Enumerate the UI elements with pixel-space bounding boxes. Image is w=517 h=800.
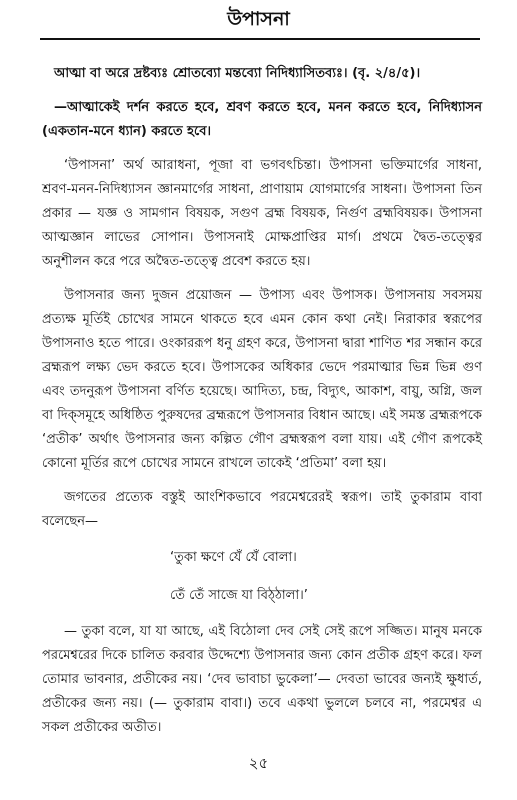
page-number: ২৫ bbox=[248, 754, 269, 772]
verse-line-1: ‘তুকা ক্ষণে যেঁ যেঁ বোলা। bbox=[170, 550, 297, 565]
title-underline bbox=[40, 38, 480, 40]
verse-line-2: তেঁ তেঁ সাজে যা বিঠ্‌ঠালা।’ bbox=[170, 588, 308, 603]
paragraph-4: — তুকা বলে, যা যা আছে, এই বিঠোলা দেব সেই সেই রূপে সজ্জিত। মানুষ মনকে পরমেশ্বরের দিকে চালিত করবার উদ্দেশ্যে উপাসনার জন্য কোন প্রতীক গ্রহণ করে। ফল তোমার ভাবনার, প্রতীকের নয়। ‘দেব ভাবাচা ভুকেলা’— দেবতা ভাবের জন্যই ক্ষুধার্ত, প্রতীকের জন্য নয়। (— তুকারাম বাবা।) তবে একথা ভুললে চলবে না, পরমেশ্বর এ সকল প্রতীকের অতীত। bbox=[42, 624, 482, 735]
paragraph-2: উপাসনার জন্য দুজন প্রয়োজন — উপাস্য এবং উপাসক। উপাসনায় সবসময় প্রত্যক্ষ মূর্তিই চোখের সামনে থাকতে হবে এমন কোন কথা নেই। নিরাকার স্বরূপের উপাসনাও হতে পারে। ওংকাররূপ ধনু গ্রহণ করে, উপাসনা দ্বারা শাণিত শর সন্ধান করে ব্রহ্মরূপ লক্ষ্য ভেদ করতে হবে। উপাসকের অধিকার ভেদে পরমাত্মার ভিন্ন ভিন্ন গুণ এবং তদনুরূপ উপাসনা বর্ণিত হয়েছে। আদিত্য, চন্দ্র, বিদ্যুৎ, আকাশ, বায়ু, অগ্নি, জল বা দিক্‌সমূহে অধিষ্ঠিত পুরুষদের ব্রহ্মরূপে উপাসনার বিধান আছে। এই সমস্ত ব্রহ্মরূপকে ‘প্রতীক’ অর্থাৎ উপাসনার জন্য কল্পিত গৌণ ব্রহ্মস্বরূপ বলা যায়। এই গৌণ রূপকেই কোনো মূর্তির রূপে চোখের সামনে রাখলে তাকেই ‘প্রতিমা’ বলা হয়। bbox=[42, 288, 482, 471]
paragraph-1: ‘উপাসনা’ অর্থ আরাধনা, পূজা বা ভগবৎচিন্তা। উপাসনা ভক্তিমার্গের সাধনা, শ্রবণ-মনন-নিদিধ্যাসন জ্ঞানমার্গের সাধনা, প্রাণায়াম যোগমার্গের সাধনা। উপাসনা তিন প্রকার — যজ্ঞ ও সামগান বিষয়ক, সগুণ ব্রহ্ম বিষয়ক, নির্গুণ ব্রহ্মবিষয়ক। উপাসনা আত্মজ্ঞান লাভের সোপান। উপাসনাই মোক্ষপ্রাপ্তির মার্গ। প্রথমে দ্বৈত-তত্ত্বের অনুশীলন করে পরে অদ্বৈত-তত্ত্বে প্রবেশ করতে হয়। bbox=[42, 158, 482, 269]
page-title: উপাসনা bbox=[227, 8, 290, 30]
sanskrit-sloka: আত্মা বা অরে দ্রষ্টব্যঃ শ্রোতব্যো মন্তব্যো নিদিধ্যাসিতব্যঃ। (বৃ. ২/৪/৫)। bbox=[54, 66, 421, 81]
sloka-meaning: —আত্মাকেই দর্শন করতে হবে, শ্রবণ করতে হবে, মনন করতে হবে, নিদিধ্যাসন (একতান-মনে ধ্যান) করতে হবে। bbox=[42, 100, 482, 139]
page-body bbox=[42, 62, 482, 750]
paragraph-3: জগতের প্রত্যেক বস্তুই আংশিকভাবে পরমেশ্বরেরই স্বরূপ। তাই তুকারাম বাবা বলেছেন— bbox=[42, 490, 482, 529]
